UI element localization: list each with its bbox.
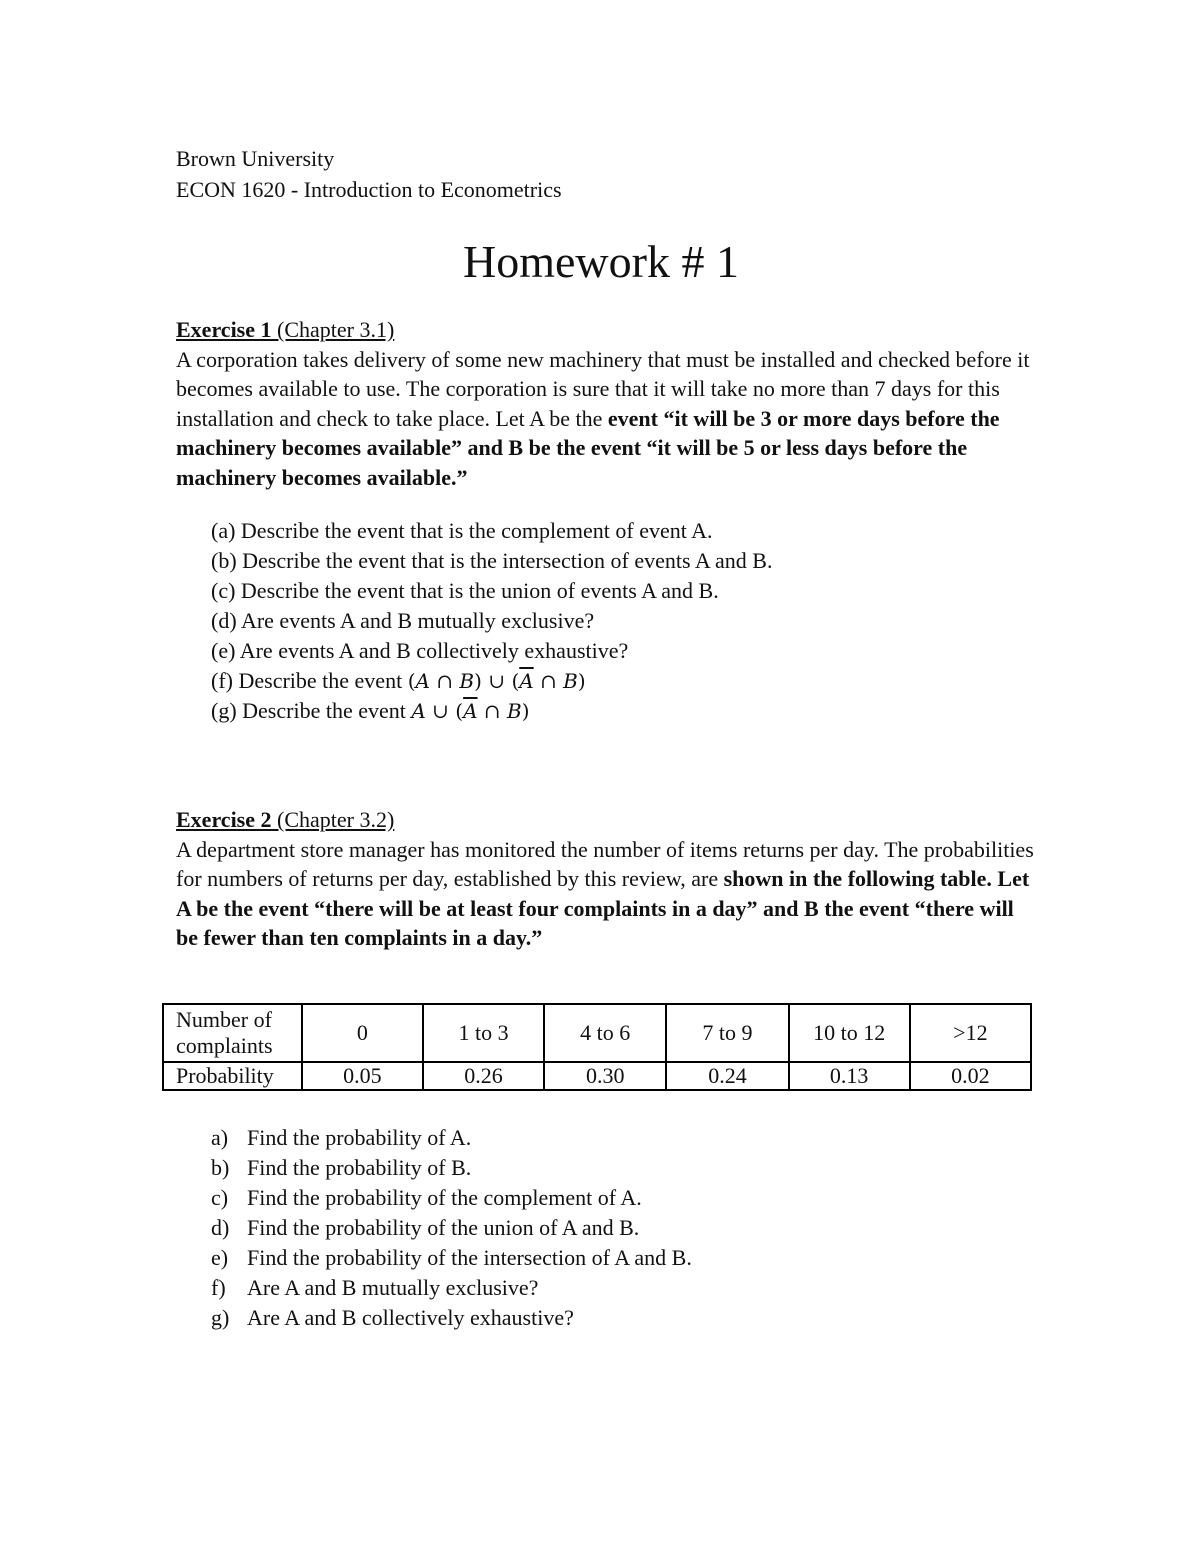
- exercise-1-questions: [211, 516, 772, 726]
- table-category: 1 to 3: [423, 1004, 544, 1062]
- question-text: Find the probability of the complement of A.: [247, 1185, 642, 1210]
- list-item: [211, 1273, 692, 1303]
- exercise-2-chapter: (Chapter 3.2): [271, 807, 395, 832]
- math-expression-g: A ∪ ($\overline{A}$ ∩ B): [411, 699, 530, 723]
- table-category: 0: [302, 1004, 423, 1062]
- exercise-1-label: Exercise 1: [176, 317, 278, 342]
- course-title: ECON 1620 - Introduction to Econometrics: [176, 177, 562, 202]
- list-item: [211, 606, 772, 636]
- question-marker: (a): [211, 518, 236, 543]
- list-item: [211, 1123, 692, 1153]
- question-text: Describe the event: [242, 698, 412, 723]
- exercise-2-intro-plain: A department store manager has monitored the number of items returns per day. The probabilities for numbers of returns per day, established by this review, are: [176, 837, 1034, 892]
- exercise-1-heading: [176, 316, 394, 344]
- question-marker: b): [211, 1155, 230, 1180]
- exercise-2-intro: [176, 835, 1036, 953]
- table-cell: 0.30: [544, 1062, 666, 1090]
- question-text: Are A and B collectively exhaustive?: [247, 1305, 574, 1330]
- homework-title: Homework # 1: [463, 236, 739, 287]
- table-row-label: Probability: [163, 1062, 302, 1090]
- exercise-1-intro-plain: A corporation takes delivery of some new machinery that must be installed and checked before it becomes available to use. The corporation is sure that it will take no more than 7 days for this installation and check to take place. Let A be the: [176, 347, 1030, 431]
- exercise-1-intro: [176, 345, 1036, 492]
- exercise-1-chapter: (Chapter 3.1): [277, 317, 395, 342]
- table-cell: 0.13: [789, 1062, 910, 1090]
- question-marker: d): [211, 1215, 230, 1240]
- question-marker: f): [211, 1275, 226, 1300]
- question-marker: g): [211, 1305, 230, 1330]
- exercise-2-label: Exercise 2: [176, 807, 272, 832]
- question-marker: (c): [211, 578, 236, 603]
- list-item: [211, 666, 772, 696]
- table-cell: 0.26: [423, 1062, 544, 1090]
- question-marker: c): [211, 1185, 229, 1210]
- list-item: [211, 1303, 692, 1333]
- table-cell: 0.02: [910, 1062, 1031, 1090]
- question-marker: (d): [211, 608, 237, 633]
- question-text: Find the probability of A.: [247, 1125, 472, 1150]
- exercise-2-intro-bold: shown in the following table. Let A be the event “there will be at least four complaints in a day” and B the event “there will be fewer than ten complaints in a day.”: [176, 866, 1030, 951]
- math-expression-f: (A ∩ B) ∪ ($\overline{A}$ ∩ B): [407, 669, 586, 693]
- list-item: [211, 636, 772, 666]
- question-text: Are events A and B collectively exhaustive?: [239, 638, 629, 663]
- question-text: Find the probability of the union of A and B.: [247, 1215, 640, 1240]
- question-text: Describe the event that is the intersection of events A and B.: [242, 548, 773, 573]
- list-item: [211, 1213, 692, 1243]
- question-text: Are A and B mutually exclusive?: [247, 1275, 539, 1300]
- question-marker: (g): [211, 698, 237, 723]
- table-category: 10 to 12: [789, 1004, 910, 1062]
- exercise-2-heading: [176, 806, 394, 834]
- institution-name: Brown University: [176, 146, 335, 171]
- question-marker: a): [211, 1125, 229, 1150]
- exercise-2-questions: [211, 1123, 692, 1333]
- complaints-probability-table: [162, 1003, 1032, 1091]
- question-text: Find the probability of the intersection of A and B.: [247, 1245, 692, 1270]
- table-category: >12: [910, 1004, 1031, 1062]
- table-row: [163, 1004, 1031, 1062]
- table-category: 4 to 6: [544, 1004, 666, 1062]
- list-item: [211, 516, 772, 546]
- list-item: [211, 576, 772, 606]
- question-text: Find the probability of B.: [247, 1155, 472, 1180]
- question-marker: (b): [211, 548, 237, 573]
- table-cell: 0.05: [302, 1062, 423, 1090]
- table-row: [163, 1062, 1031, 1090]
- question-text: Describe the event that is the union of events A and B.: [240, 578, 719, 603]
- table-header-label: Number of complaints: [163, 1004, 302, 1062]
- exercise-1-intro-bold: event “it will be 3 or more days before the machinery becomes available” and B be the event “it will be 5 or less days before the machinery becomes available.”: [176, 405, 1000, 490]
- question-text: Describe the event: [238, 668, 408, 693]
- table-cell: 0.24: [666, 1062, 788, 1090]
- list-item: [211, 1183, 692, 1213]
- list-item: [211, 1243, 692, 1273]
- question-marker: e): [211, 1245, 229, 1270]
- question-marker: (f): [211, 668, 233, 693]
- table-category: 7 to 9: [666, 1004, 788, 1062]
- list-item: [211, 1153, 692, 1183]
- question-marker: (e): [211, 638, 236, 663]
- list-item: [211, 546, 772, 576]
- list-item: [211, 696, 772, 726]
- question-text: Are events A and B mutually exclusive?: [240, 608, 595, 633]
- question-text: Describe the event that is the complement of event A.: [240, 518, 713, 543]
